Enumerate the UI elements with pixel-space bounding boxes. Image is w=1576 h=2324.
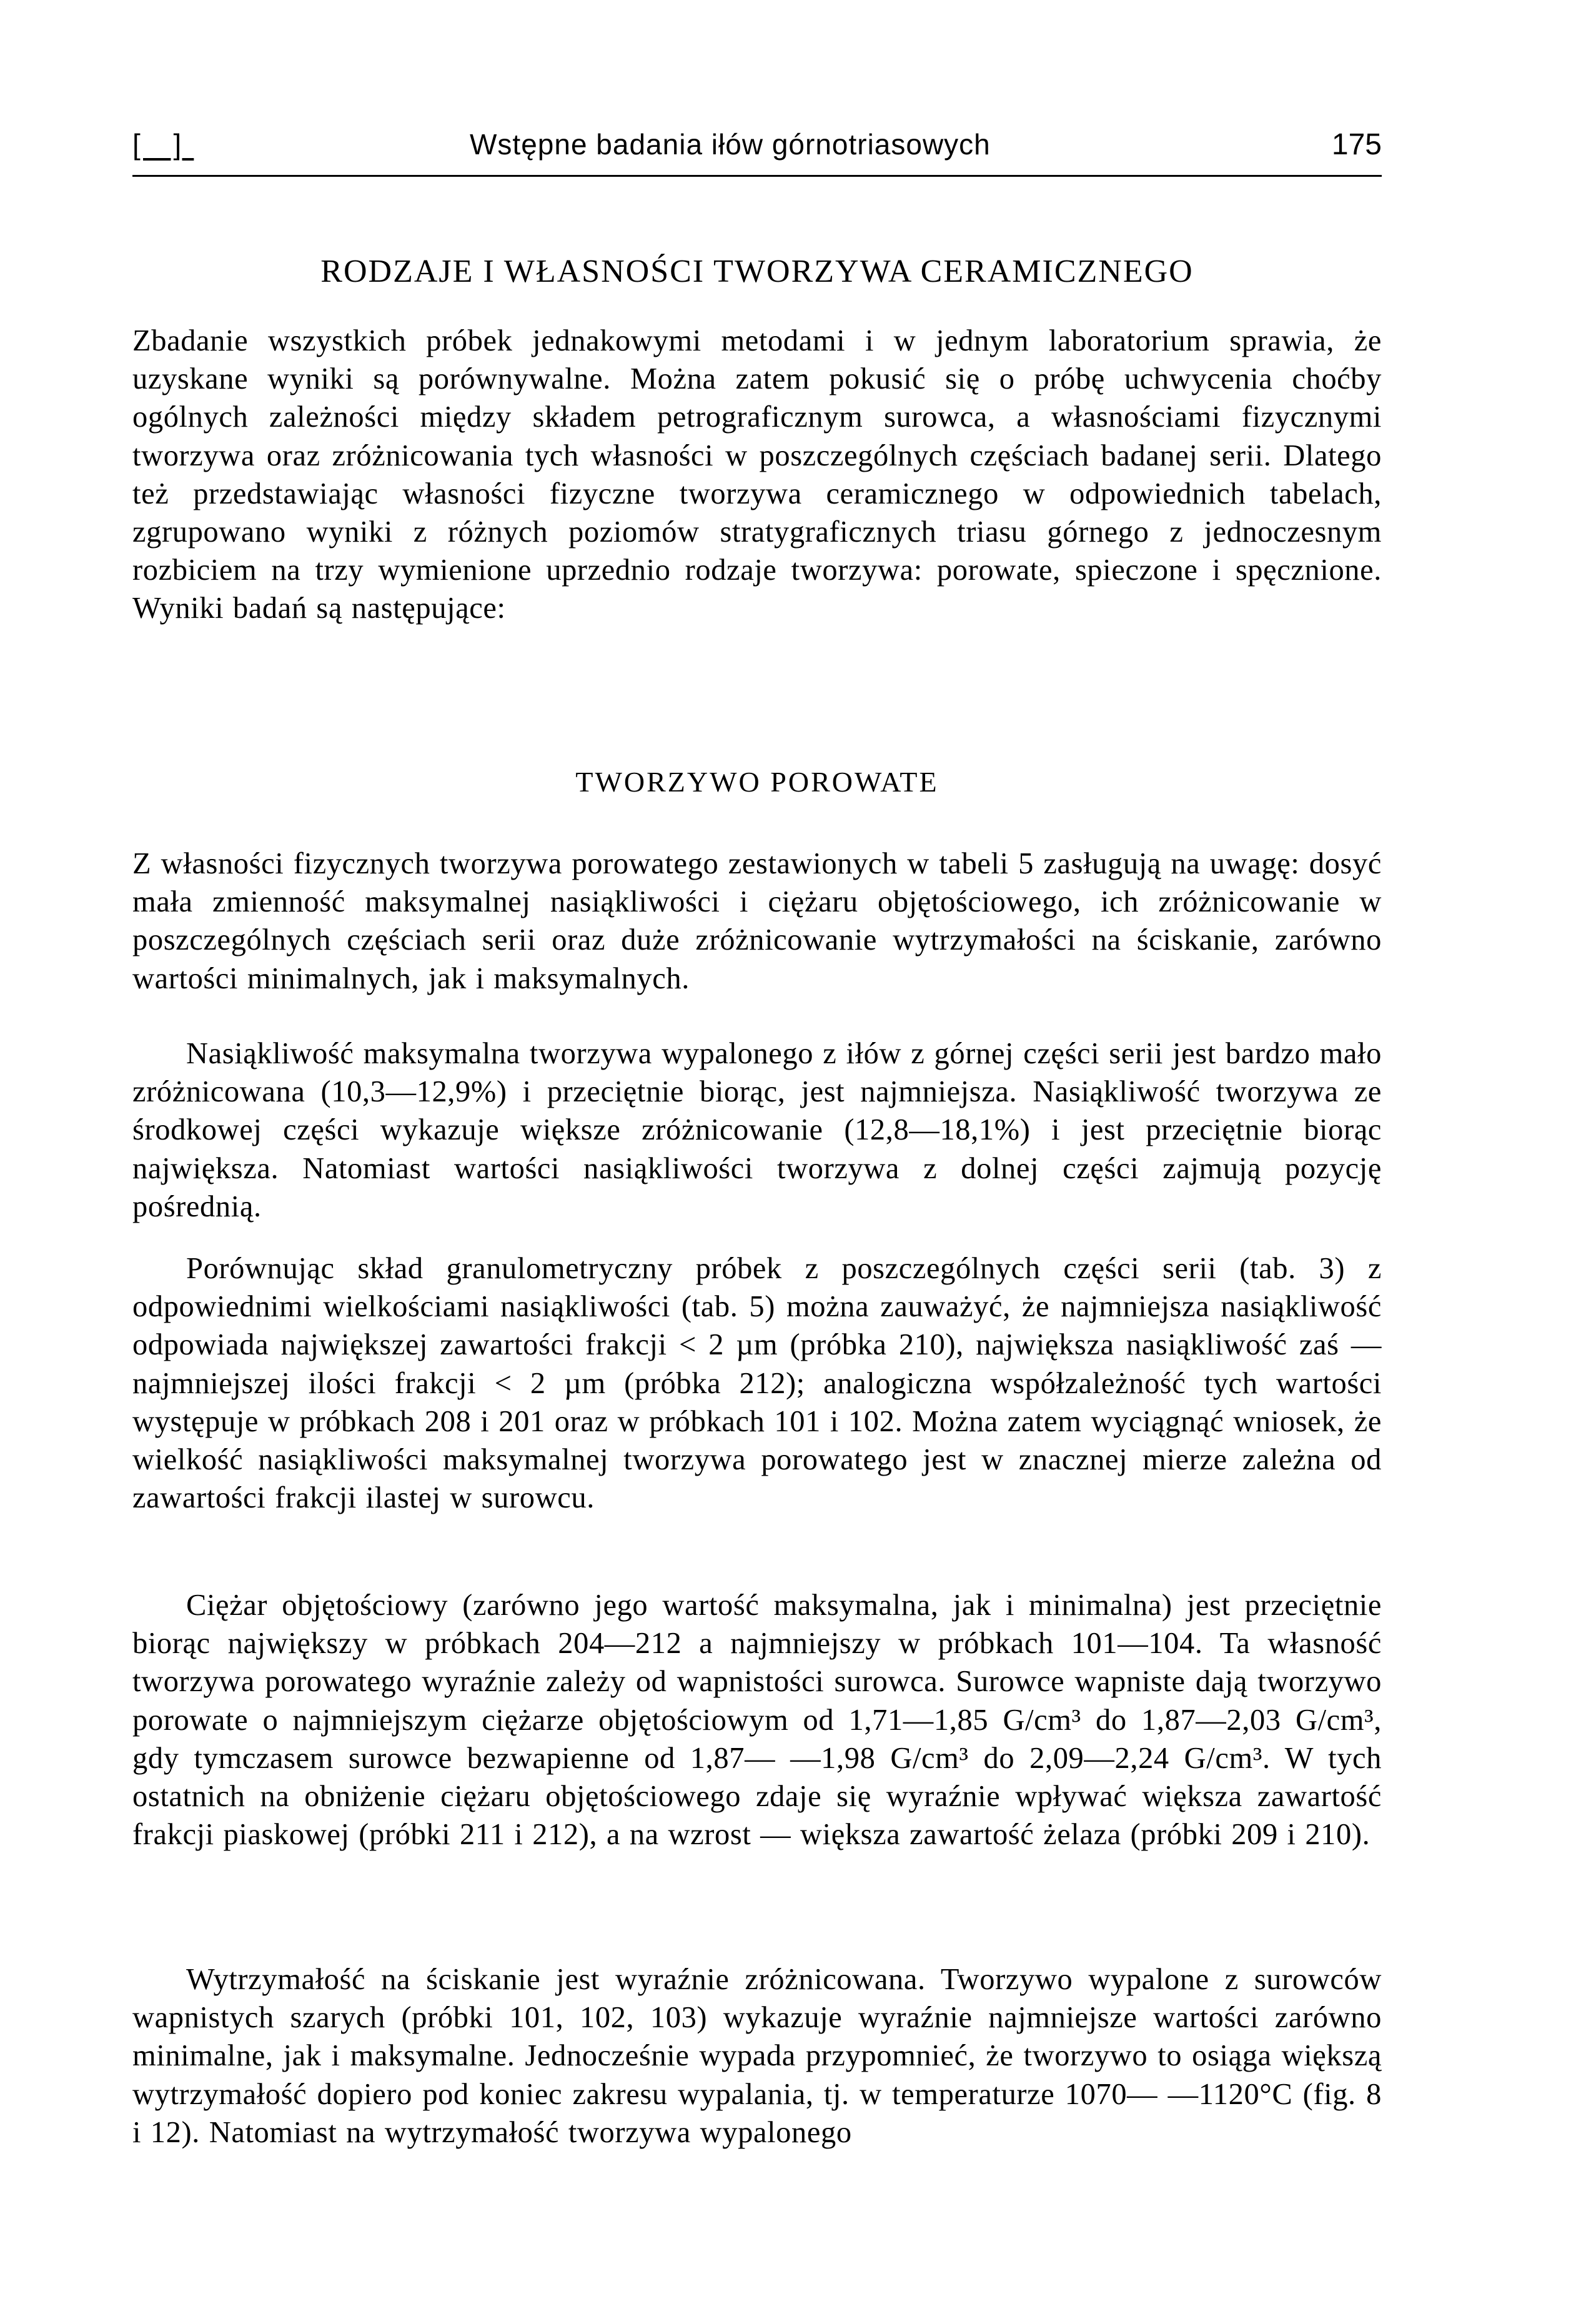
section-heading-tworzywo-porowate: TWORZYWO POROWATE bbox=[575, 766, 939, 798]
paragraph-properties: Z własności fizycznych tworzywa porowatego zestawionych w tabeli 5 zasługują na uwagę: dosyć mała zmienność maksymalnej nasiąkliwości i ciężaru objętościowego, ich zróżnicowanie w poszczególnych częściach serii oraz duże zróżnicowanie wytrzymałości na ściskanie, zarówno wartości minimalnych, jak i maksymalnych. bbox=[132, 847, 1382, 995]
intro-paragraph: Zbadanie wszystkich próbek jednakowymi metodami i w jednym laboratorium sprawia, że uzyskane wyniki są porównywalne. Można zatem pokusić się o próbę uchwycenia choćby ogólnych zależności między składem petrograficznym surowca, a własnościami fizycznymi tworzywa oraz zróżnicowania tych własności w poszczególnych częściach badanej serii. Dlatego też przedstawiając własności fizyczne tworzywa ceramicznego w odpowiednich tabelach, zgrupowano wyniki z różnych poziomów stratygraficznych triasu górnego z jednoczesnym rozbiciem na trzy wymienione uprzednio rodzaje tworzywa: porowate, spieczone i spęcznione. Wyniki badań są następujące: bbox=[132, 324, 1382, 625]
paragraph-bulk-density: Ciężar objętościowy (zarówno jego wartość maksymalna, jak i minimalna) jest przeciętnie biorąc największy w próbkach 204—212 a najmniejszy w próbkach 101—104. Ta własność tworzywa porowatego wyraźnie zależy od wapnistości surowca. Surowce wapniste dają tworzywo porowate o najmniejszym ciężarze objętościowym od 1,71—1,85 G/cm³ do 1,87—2,03 G/cm³, gdy tymczasem surowce bezwapienne od 1,87— —1,98 G/cm³ do 2,09—2,24 G/cm³. W tych ostatnich na obniżenie ciężaru objętościowego zdaje się wyraźnie wpływać większa zawartość frakcji piaskowej (próbki 211 i 212), a na wzrost — większa zawartość żelaza (próbki 209 i 210). bbox=[132, 1589, 1382, 1852]
header-bracket: [ ] bbox=[132, 128, 194, 161]
paragraph-absorption: Nasiąkliwość maksymalna tworzywa wypalonego z iłów z górnej części serii jest bardzo mało zróżnicowana (10,3—12,9%) i przeciętnie biorąc, jest najmniejsza. Nasiąkliwość tworzywa ze środkowej części wykazuje większe zróżnicowanie (12,8—18,1%) i jest przeciętnie biorąc największa. Natomiast wartości nasiąkliwości tworzywa z dolnej części zajmują pozycję pośrednią. bbox=[132, 1037, 1382, 1223]
page-number: 175 bbox=[1331, 128, 1382, 161]
running-title: Wstępne badania iłów górnotriasowych bbox=[470, 128, 991, 161]
section-heading-rodzaje: RODZAJE I WŁASNOŚCI TWORZYWA CERAMICZNEGO bbox=[320, 254, 1194, 289]
paragraph-compressive-strength: Wytrzymałość na ściskanie jest wyraźnie zróżnicowana. Tworzywo wypalone z surowców wapnistych szarych (próbki 101, 102, 103) wykazuje wyraźnie najmniejsze wartości zarówno minimalne, jak i maksymalne. Jednocześnie wypada przypomnieć, że tworzywo to osiąga większą wytrzymałość dopiero pod koniec zakresu wypalania, tj. w temperaturze 1070— —1120°C (fig. 8 i 12). Natomiast na wytrzymałość tworzywa wypalonego bbox=[132, 1963, 1382, 2149]
paragraph-granulometry: Porównując skład granulometryczny próbek z poszczególnych części serii (tab. 3) z odpowiednimi wielkościami nasiąkliwości (tab. 5) można zauważyć, że najmniejsza nasiąkliwość odpowiada największej zawartości frakcji < 2 µm (próbka 210), największa nasiąkliwość zaś — najmniejszej ilości frakcji < 2 µm (próbka 212); analogiczna współzależność tych wartości występuje w próbkach 208 i 201 oraz w próbkach 101 i 102. Można zatem wyciągnąć wniosek, że wielkość nasiąkliwości maksymalnej tworzywa porowatego jest w znacznej mierze zależna od zawartości frakcji ilastej w surowcu. bbox=[132, 1252, 1382, 1515]
running-head bbox=[132, 125, 1382, 177]
